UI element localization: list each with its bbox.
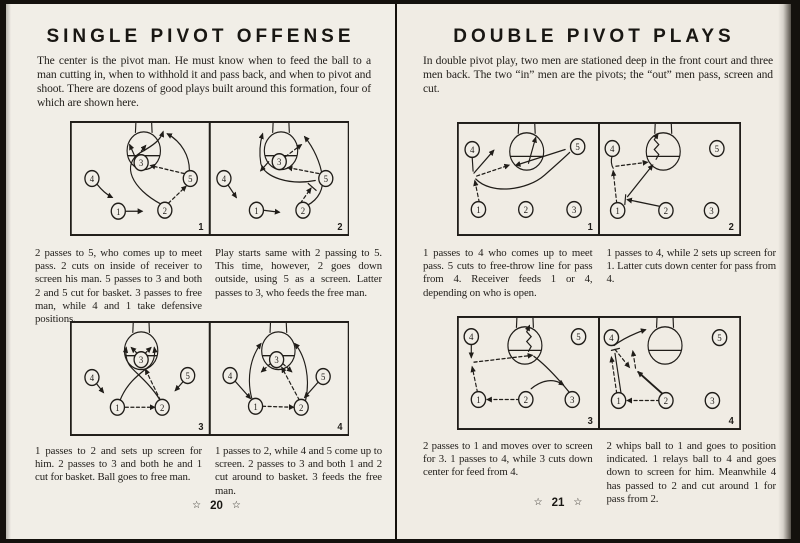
diagram-number: 3 (198, 421, 204, 434)
pass-arrow (475, 181, 479, 203)
pass-arrow (474, 355, 532, 362)
play-caption: 1 passes to 4 who comes up to meet pass. 5 cuts to free-throw line for pass from 4. Receiver feeds 1 or 4, depending on who is open. (423, 247, 593, 299)
play-diagram (209, 321, 350, 436)
diagram-row (70, 121, 349, 236)
caption-row (423, 247, 776, 300)
cut-arrow (167, 134, 189, 171)
diagram-number: 4 (336, 421, 342, 434)
player-number: 3 (276, 157, 281, 169)
player-number: 1 (116, 207, 121, 218)
diagram-number: 2 (336, 221, 342, 234)
cut-arrow (96, 383, 103, 392)
cut-arrow (531, 381, 563, 389)
play-diagram (70, 121, 211, 236)
play-caption: 1 passes to 2, while 4 and 5 come up to screen. 2 passes to 3 and both 1 and 2 cut around to basket. 3 feeds the free man. (215, 445, 382, 497)
cut-arrow (263, 210, 279, 212)
play-caption: 2 passes to 5, who comes up to meet pass. 2 cuts on inside of receiver to screen his man. 5 passes to 3 and both 2 and 5 cut for basket. 3 passes to free man, while 4 and 1 take defensive positions. (35, 247, 202, 326)
player-number: 5 (575, 142, 580, 154)
cut-arrow (527, 326, 531, 352)
player-number: 1 (616, 396, 621, 408)
pass-arrow (477, 165, 509, 176)
star-icon: ☆ (231, 500, 241, 511)
pass-arrow (168, 186, 186, 203)
pass-arrow (616, 162, 647, 166)
player-number: 5 (714, 144, 720, 156)
play-caption: 2 passes to 1 and moves over to screen for 3. 1 passes to 4, while 3 cuts down center for feed from 4. (423, 440, 593, 479)
player-number: 5 (717, 333, 722, 345)
player-number: 4 (609, 333, 614, 345)
player-number: 1 (476, 205, 481, 217)
player-number: 2 (523, 395, 529, 407)
page-number: 21 (551, 497, 565, 509)
cut-arrow (472, 157, 473, 171)
cut-arrow (259, 134, 314, 182)
caption-row (35, 445, 382, 498)
cut-arrow (638, 372, 662, 394)
cut-arrow (295, 344, 307, 401)
player-number: 1 (476, 395, 481, 407)
pass-arrow (613, 171, 617, 203)
diagram-number: 1 (587, 221, 593, 234)
player-number: 5 (323, 174, 328, 186)
page-right (397, 4, 791, 539)
page-edge-shadow (778, 4, 791, 539)
player-number: 1 (252, 402, 258, 414)
play-caption: Play starts same with 2 passing to 5. This time, however, 2 goes down outside, using 5 as a screen. Latter passes to 3, who feeds the free man. (215, 247, 382, 299)
player-number: 4 (610, 144, 615, 156)
page-title: DOUBLE PIVOT PLAYS (453, 26, 735, 47)
player-number: 4 (227, 371, 232, 383)
player-number: 4 (89, 174, 95, 186)
cut-arrow (130, 145, 135, 157)
star-icon: ☆ (533, 497, 543, 508)
player-number: 2 (663, 396, 669, 408)
cut-arrow (615, 353, 621, 394)
cut-arrow (654, 134, 658, 160)
play-caption: 1 passes to 4, while 2 sets up screen for 1. Latter cuts down center for pass from 4. (606, 247, 776, 286)
pass-arrow (262, 406, 293, 407)
cut-arrow (308, 183, 316, 190)
player-number: 3 (273, 355, 279, 367)
diagram-row (457, 316, 741, 430)
player-number: 4 (221, 174, 226, 186)
player-number: 3 (570, 395, 575, 407)
player-number: 1 (615, 206, 620, 218)
diagram-row (70, 321, 349, 436)
diagram-number: 3 (587, 415, 593, 428)
player-number: 5 (320, 372, 325, 384)
play-diagram (598, 122, 741, 236)
intro-paragraph: The center is the pivot man. He must know when to feed the ball to a man cutting in, when to withhold it and pass back, and when to pivot and shoot. There are dozens of good plays built around this formation, four of which are shown here. (37, 54, 371, 109)
diagram-number: 4 (728, 415, 734, 428)
diagram-row (457, 122, 741, 236)
player-number: 5 (188, 174, 193, 186)
play-diagram (209, 121, 350, 236)
page-footer (22, 500, 411, 512)
star-icon: ☆ (573, 497, 583, 508)
play-caption: 1 passes to 2 and sets up screen for him. 2 passes to 3 and both he and 1 cut for basket. Ball goes to free man. (35, 445, 202, 484)
cut-arrow (175, 381, 183, 390)
cut-arrow (611, 155, 613, 168)
page-title: SINGLE PIVOT OFFENSE (46, 26, 355, 47)
intro-paragraph: In double pivot play, two men are stationed deep in the front court and three men back. The two “in” men are the pivots; the “out” men pass, screen and cut. (423, 54, 773, 95)
player-number: 3 (709, 206, 714, 218)
cut-arrow (627, 200, 660, 207)
diagram-number: 1 (198, 221, 204, 234)
pass-arrow (261, 364, 270, 372)
player-number: 4 (469, 332, 474, 344)
play-diagram (457, 316, 600, 430)
player-number: 2 (663, 206, 669, 218)
free-throw-circle (510, 133, 544, 170)
player-number: 3 (571, 205, 577, 217)
cut-arrow (97, 184, 112, 197)
pass-arrow (472, 367, 477, 393)
cut-arrow (534, 356, 570, 392)
cut-arrow (235, 381, 250, 398)
free-throw-circle (646, 133, 680, 170)
star-icon: ☆ (192, 500, 202, 511)
player-number: 3 (138, 355, 144, 367)
play-caption: 2 whips ball to 1 and goes to position indicated. 1 relays ball to 4 and goes down to screen for him. Meanwhile 4 has passed to 2 and cut around 1 for pass from 2. (606, 440, 776, 505)
player-number: 5 (576, 332, 581, 344)
free-throw-circle (648, 327, 682, 364)
cut-arrow (625, 195, 626, 205)
player-number: 5 (185, 371, 190, 383)
cut-arrow (249, 344, 260, 400)
player-number: 2 (300, 206, 305, 217)
player-number: 1 (253, 206, 259, 217)
player-number: 3 (710, 396, 715, 408)
diagram-number: 2 (728, 221, 734, 234)
pass-arrow (288, 168, 319, 174)
player-number: 2 (523, 205, 529, 217)
page-left (6, 4, 395, 539)
player-number: 3 (138, 158, 144, 170)
cut-arrow (476, 152, 570, 189)
pass-arrow (285, 145, 301, 157)
player-number: 4 (89, 373, 95, 385)
player-number: 2 (162, 206, 168, 217)
play-diagram (70, 321, 211, 436)
play-diagram (598, 316, 741, 430)
player-number: 2 (298, 403, 303, 414)
pass-arrow (281, 368, 299, 401)
cut-arrow (627, 165, 652, 196)
pass-arrow (633, 351, 636, 368)
page-edge-shadow (6, 4, 11, 539)
player-number: 1 (115, 403, 120, 414)
page-footer (361, 497, 755, 509)
player-number: 2 (160, 403, 165, 414)
play-diagram (457, 122, 600, 236)
caption-row (35, 247, 382, 326)
player-number: 4 (469, 145, 475, 157)
cut-arrow (228, 185, 236, 197)
pass-arrow (300, 188, 311, 203)
pass-arrow (151, 166, 184, 174)
page-number: 20 (210, 500, 223, 512)
